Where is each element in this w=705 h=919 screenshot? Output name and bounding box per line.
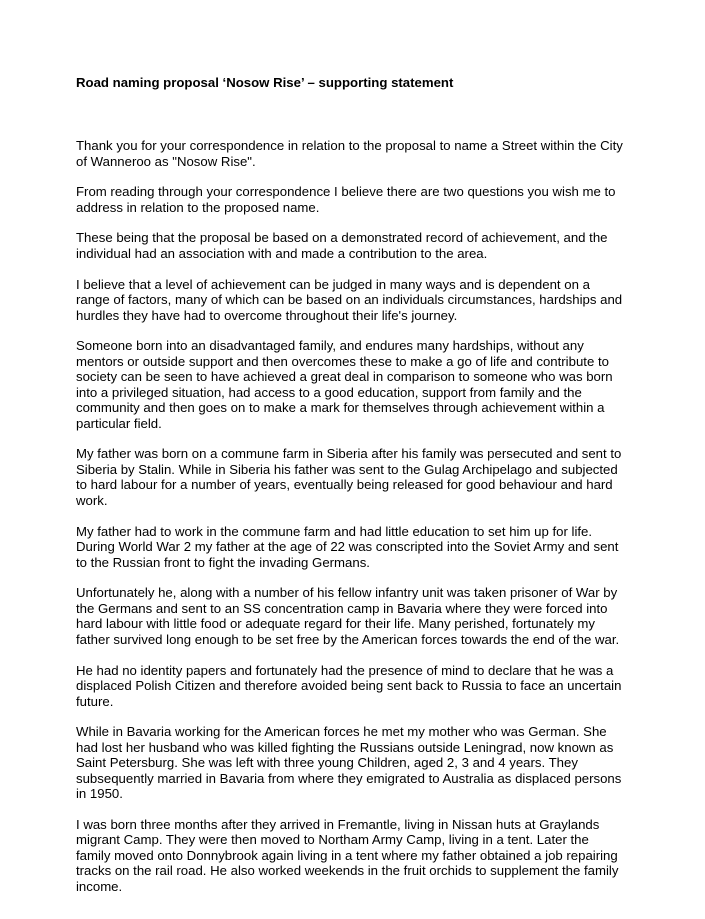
paragraph: Thank you for your correspondence in relation to the proposal to name a Street within the City of Wanneroo as "Nosow Rise". — [76, 138, 623, 169]
document-body — [76, 138, 624, 894]
paragraph: Unfortunately he, along with a number of his fellow infantry unit was taken prisoner of War by the Germans and sent to an SS concentration camp in Bavaria where they were forced into hard labour with little food or adequate regard for their life. Many perished, fortunately my father survived long enough to be set free by the American forces towards the end of the war. — [76, 585, 620, 647]
document-page — [76, 74, 624, 910]
paragraph: Someone born into an disadvantaged family, and endures many hardships, without any mentors or outside support and then overcomes these to make a go of life and contribute to society can be seen to have achieved a great deal in comparison to someone who was born into a privileged situation, had access to a good education, support from family and the community and then goes on to make a mark for themselves through achievement within a particular field. — [76, 338, 613, 431]
paragraph: I was born three months after they arrived in Fremantle, living in Nissan huts at Graylands migrant Camp. They were then moved to Northam Army Camp, living in a tent. Later the family moved onto Donnybrook again living in a tent where my father obtained a job repairing tracks on the rail road. He also worked weekends in the fruit orchids to supplement the family income. — [76, 816, 619, 894]
paragraph: My father was born on a commune farm in Siberia after his family was persecuted and sent to Siberia by Stalin. While in Siberia his father was sent to the Gulag Archipelago and subjected to hard labour for a number of years, eventually being released for good behaviour and hard work. — [76, 446, 622, 508]
paragraph: From reading through your correspondence I believe there are two questions you wish me to address in relation to the proposed name. — [76, 184, 616, 215]
document-title: Road naming proposal ‘Nosow Rise’ – supporting statement — [76, 75, 454, 90]
paragraph: These being that the proposal be based on a demonstrated record of achievement, and the individual had an association with and made a contribution to the area. — [76, 230, 608, 261]
paragraph: I believe that a level of achievement can be judged in many ways and is dependent on a range of factors, many of which can be based on an individuals circumstances, hardships and hurdles they have had to overcome throughout their life's journey. — [76, 276, 623, 323]
paragraph: My father had to work in the commune farm and had little education to set him up for life. During World War 2 my father at the age of 22 was conscripted into the Soviet Army and sent to the Russian front to fight the invading Germans. — [76, 523, 619, 570]
paragraph: He had no identity papers and fortunately had the presence of mind to declare that he was a displaced Polish Citizen and therefore avoided being sent back to Russia to face an uncertain future. — [76, 662, 622, 709]
paragraph: While in Bavaria working for the American forces he met my mother who was German. She had lost her husband who was killed fighting the Russians outside Leningrad, now known as Saint Petersburg. She was left with three young Children, aged 2, 3 and 4 years. They subsequently married in Bavaria from where they emigrated to Australia as displaced persons in 1950. — [76, 724, 622, 802]
